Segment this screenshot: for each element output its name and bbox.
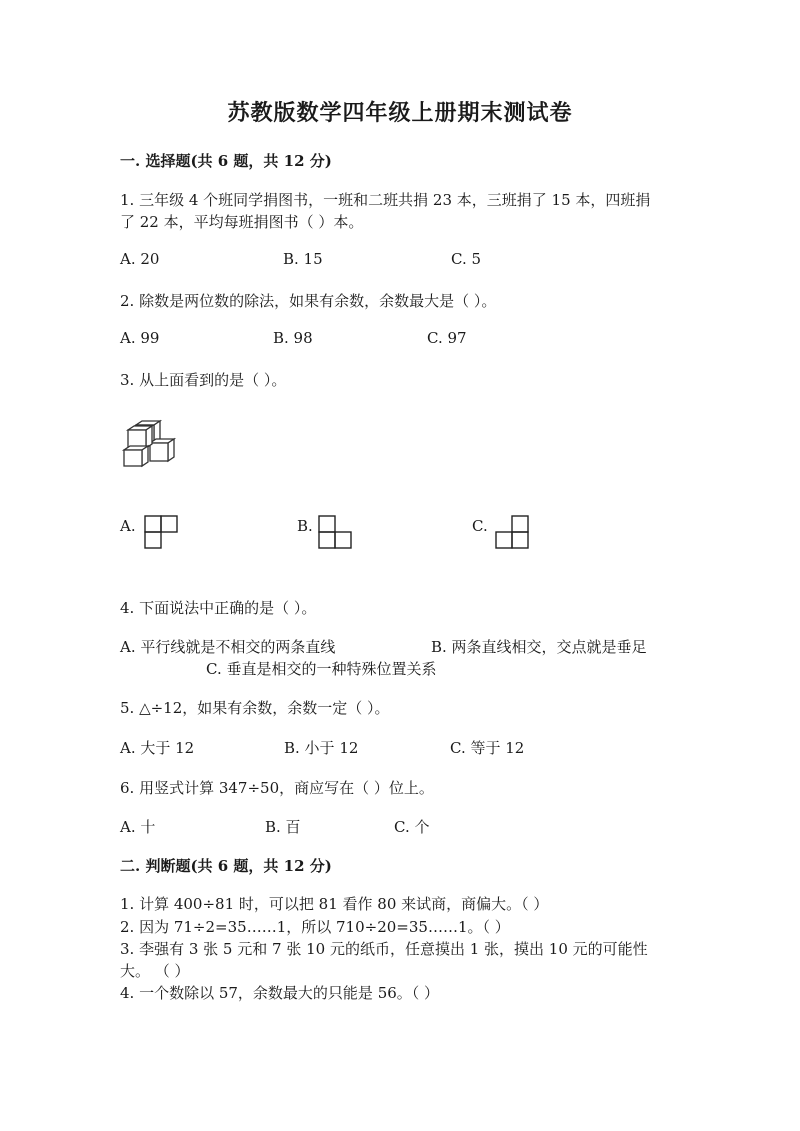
q4-option-c: C. 垂直是相交的一种特殊位置关系 bbox=[206, 660, 437, 678]
section-heading-true-false: 二. 判断题(共 6 题，共 12 分) bbox=[120, 857, 332, 875]
question-1-line-2: 了 22 本，平均每班捐图书（ ）本。 bbox=[120, 213, 364, 231]
q6-option-b: B. 百 bbox=[265, 818, 301, 836]
question-3: 3. 从上面看到的是（ ）。 bbox=[120, 371, 287, 389]
question-6: 6. 用竖式计算 347÷50，商应写在（ ）位上。 bbox=[120, 779, 434, 797]
q4-option-a: A. 平行线就是不相交的两条直线 bbox=[120, 638, 336, 656]
judge-question-4: 4. 一个数除以 57，余数最大的只能是 56。（ ） bbox=[120, 984, 440, 1002]
question-5: 5. △÷12，如果有余数，余数一定（ ）。 bbox=[120, 699, 390, 717]
q5-option-b: B. 小于 12 bbox=[284, 739, 359, 757]
section-heading-multiple-choice: 一. 选择题(共 6 题，共 12 分) bbox=[120, 152, 332, 170]
q5-option-c: C. 等于 12 bbox=[450, 739, 525, 757]
q3-option-c: C. bbox=[472, 517, 488, 535]
q2-option-b: B. 98 bbox=[273, 329, 313, 347]
q2-option-c: C. 97 bbox=[427, 329, 467, 347]
judge-question-3-line-2: 大。 （ ） bbox=[120, 962, 190, 980]
q6-option-c: C. 个 bbox=[394, 818, 430, 836]
q4-option-b: B. 两条直线相交，交点就是垂足 bbox=[431, 638, 647, 656]
page-title: 苏教版数学四年级上册期末测试卷 bbox=[227, 100, 573, 126]
q2-option-a: A. 99 bbox=[120, 329, 160, 347]
judge-question-1: 1. 计算 400÷81 时，可以把 81 看作 80 来试商，商偏大。（ ） bbox=[120, 895, 549, 913]
question-1-line-1: 1. 三年级 4 个班同学捐图书，一班和二班共捐 23 本，三班捐了 15 本，四班捐 bbox=[120, 191, 651, 209]
q5-option-a: A. 大于 12 bbox=[120, 739, 195, 757]
q3-option-a-figure bbox=[144, 515, 178, 549]
q6-option-a: A. 十 bbox=[120, 818, 156, 836]
judge-question-3-line-1: 3. 李强有 3 张 5 元和 7 张 10 元的纸币，任意摸出 1 张，摸出 10 元的可能性 bbox=[120, 940, 648, 958]
stacked-cubes-figure bbox=[120, 420, 182, 468]
q3-option-b-figure bbox=[318, 515, 352, 549]
q1-option-a: A. 20 bbox=[120, 250, 160, 268]
judge-question-2: 2. 因为 71÷2=35……1，所以 710÷20=35……1。（ ） bbox=[120, 918, 510, 936]
q1-option-b: B. 15 bbox=[283, 250, 323, 268]
q3-option-c-figure bbox=[495, 515, 529, 549]
q3-option-a: A. bbox=[120, 517, 136, 535]
question-2: 2. 除数是两位数的除法，如果有余数，余数最大是（ ）。 bbox=[120, 292, 497, 310]
q3-option-b: B. bbox=[297, 517, 313, 535]
question-4: 4. 下面说法中正确的是（ ）。 bbox=[120, 599, 317, 617]
q1-option-c: C. 5 bbox=[451, 250, 482, 268]
